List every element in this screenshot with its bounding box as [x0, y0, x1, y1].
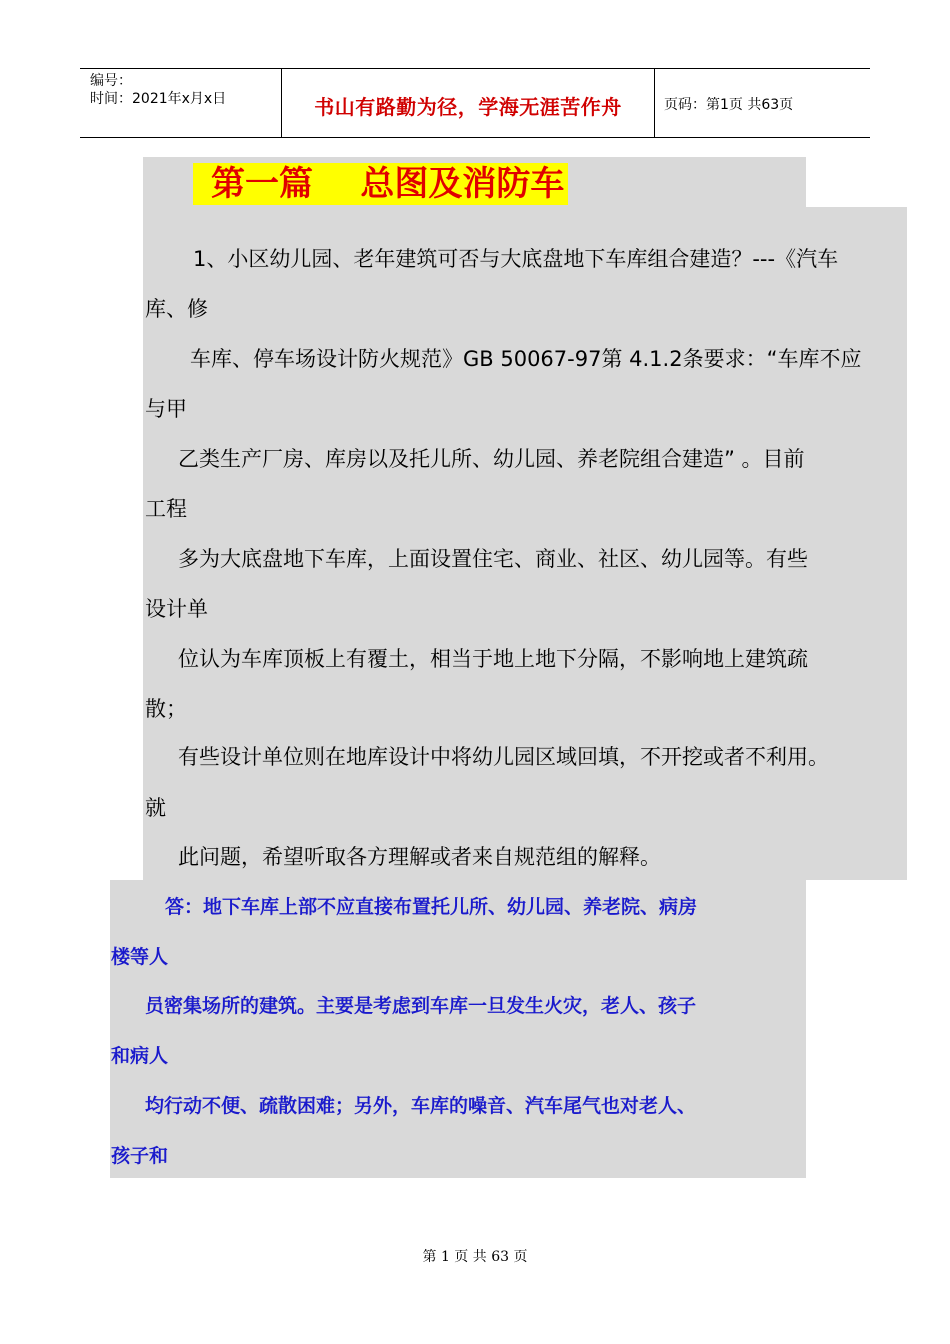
question-line: 有些设计单位则在地库设计中将幼儿园区域回填，不开挖或者不利用。	[178, 745, 829, 769]
answer-line: 孩子和	[111, 1145, 169, 1167]
answer-line: 和病人	[111, 1045, 169, 1067]
page-footer: 第 1 页 共 63 页	[422, 1249, 528, 1265]
question-block	[143, 207, 907, 880]
header-page-cell	[655, 69, 870, 137]
question-line: 散；	[145, 697, 187, 721]
question-line: 工程	[145, 497, 187, 521]
question-line: 车库、停车场设计防火规范》GB 50067-97第 4.1.2条要求：“车库不应	[190, 347, 862, 371]
answer-line: 员密集场所的建筑。主要是考虑到车库一旦发生火灾，老人、孩子	[145, 995, 697, 1017]
answer-line: 答：地下车库上部不应直接布置托儿所、幼儿园、养老院、病房	[165, 896, 698, 918]
answer-line: 均行动不便、疏散困难；另外，车库的噪音、汽车尾气也对老人、	[145, 1095, 697, 1117]
header-meta-cell	[80, 69, 282, 137]
question-line: 就	[145, 796, 166, 820]
document-header	[80, 68, 870, 138]
answer-line: 楼等人	[111, 946, 169, 968]
question-line: 1、小区幼儿园、老年建筑可否与大底盘地下车库组合建造？---《汽车	[193, 247, 839, 271]
question-line: 位认为车库顶板上有覆土，相当于地上地下分隔，不影响地上建筑疏	[178, 647, 808, 671]
time-label: 时间：2021年x月x日	[90, 91, 227, 107]
motto: 书山有路勤为径，学海无涯苦作舟	[314, 95, 622, 119]
question-line: 此问题，希望听取各方理解或者来自规范组的解释。	[178, 845, 661, 869]
page-info: 页码：第1页 共63页	[664, 97, 794, 113]
question-line: 库、修	[145, 297, 208, 321]
question-line: 与甲	[145, 397, 187, 421]
serial-label: 编号：	[90, 73, 132, 89]
answer-block	[110, 880, 806, 1178]
header-motto-cell	[282, 69, 655, 137]
question-line: 多为大底盘地下车库，上面设置住宅、商业、社区、幼儿园等。有些	[178, 547, 808, 571]
section-title: 第一篇 总图及消防车	[193, 163, 568, 205]
question-line: 设计单	[145, 597, 208, 621]
question-line: 乙类生产厂房、库房以及托儿所、幼儿园、养老院组合建造” 。目前	[178, 447, 805, 471]
